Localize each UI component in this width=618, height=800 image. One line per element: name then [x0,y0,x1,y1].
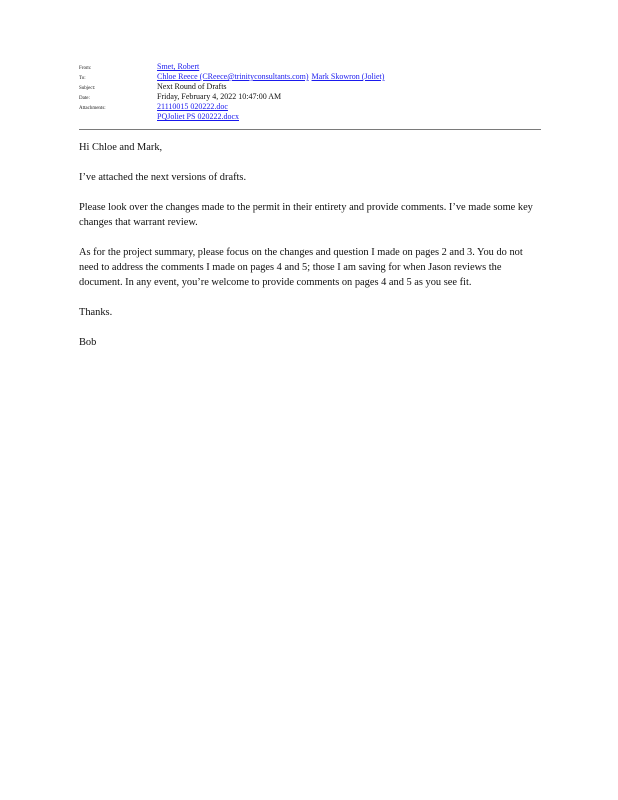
date-label: Date: [79,96,90,101]
body-paragraph: As for the project summary, please focus on the changes and question I made on pages 2 and 3. You do not need to address the comments I made on pages 4 and 5; those I am saving for when Jason reviews the document. In any event, you’re welcome to provide comments on pages 4 and 5 as you see fit. [79,247,523,288]
attachment-link[interactable]: PQJoliet PS 020222.docx [157,112,240,121]
attachments-row [79,102,541,112]
subject-row [79,82,541,92]
date-value: Friday, February 4, 2022 10:47:00 AM [157,92,282,101]
email-body [79,140,541,365]
recipient-link[interactable]: Chloe Reece (CReece@trinityconsultants.com) [157,72,309,81]
recipient-link[interactable]: Mark Skowron (Joliet) [311,72,385,81]
header-divider [79,129,541,130]
to-label: To: [79,76,86,81]
to-recipients [157,72,384,82]
subject-value: Next Round of Drafts [157,82,227,91]
to-row [79,72,541,82]
attachment-link[interactable]: 21110015 020222.doc [157,102,228,111]
closing: Thanks. [79,307,113,318]
date-row [79,92,541,102]
body-paragraph: I’ve attached the next versions of drafts. [79,172,247,183]
greeting: Hi Chloe and Mark, [79,142,163,153]
body-paragraph: Please look over the changes made to the permit in their entirety and provide comments. I’ve made some key changes that warrant review. [79,202,533,228]
attachments-label: Attachments: [79,106,106,111]
email-header [79,62,541,122]
subject-label: Subject: [79,86,96,91]
from-label: From: [79,66,92,71]
sender-link[interactable]: Smet, Robert [157,62,200,71]
signature: Bob [79,337,97,348]
from-row [79,62,541,72]
